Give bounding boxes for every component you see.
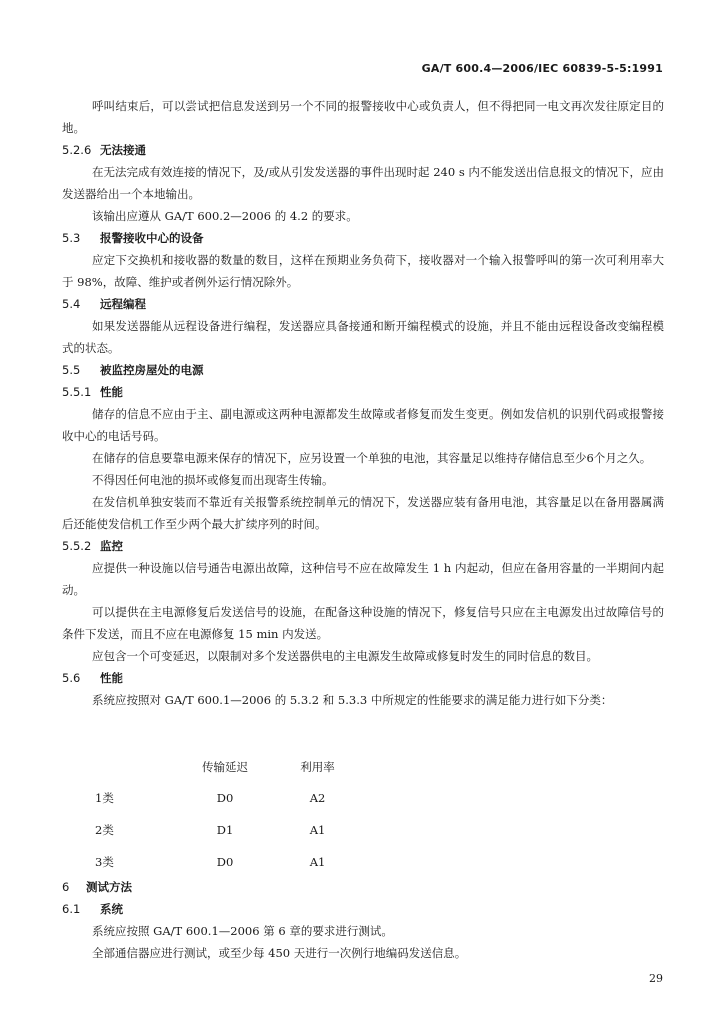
paragraph: 如果发送器能从远程设备进行编程，发送器应具备接通和断开编程模式的设施，并且不能由远程设备改变编程模式的状态。: [62, 319, 664, 355]
section-title: 被监控房屋处的电源: [100, 363, 204, 377]
section-number: 5.2.6: [62, 143, 92, 157]
table-cell: D1: [216, 823, 234, 837]
page-number: 29: [649, 972, 663, 985]
paragraph: 在储存的信息要靠电源来保存的情况下，应另设置一个单独的电池，其容量足以维持存储信息至少6个月之久。: [92, 451, 652, 465]
table-cell: 2类: [95, 823, 114, 837]
table-cell: A2: [309, 791, 326, 805]
section-heading: [62, 293, 664, 315]
table-row: [95, 846, 355, 878]
paragraph: 在发信机单独安装而不靠近有关报警系统控制单元的情况下，发送器应装有备用电池，其容量足以在备用器属满后还能使发信机工作至少两个最大扩续序列的时间。: [62, 495, 664, 531]
section-title: 监控: [100, 539, 123, 553]
paragraph: 可以提供在主电源修复后发送信号的设施，在配备这种设施的情况下，修复信号只应在主电源发出过故障信号的条件下发送，而且不应在电源修复 15 min 内发送。: [62, 605, 664, 641]
section-heading: [62, 227, 664, 249]
section-number: 6: [62, 880, 70, 894]
paragraph: 全部通信器应进行测试，或至少每 450 天进行一次例行地编码发送信息。: [92, 946, 467, 960]
section-number: 5.5.2: [62, 539, 92, 553]
section-title: 无法接通: [100, 143, 146, 157]
table-cell: 3类: [95, 855, 114, 869]
paragraph: 在无法完成有效连接的情况下，及/或从引发发送器的事件出现时起 240 s 内不能发送出信息报文的情况下，应由发送器给出一个本地输出。: [62, 165, 664, 201]
body-text-section-5: [62, 95, 664, 711]
table-header-cell: 传输延迟: [202, 760, 248, 774]
table-header-row: [95, 752, 355, 782]
paragraph: 系统应按照 GA/T 600.1—2006 第 6 章的要求进行测试。: [92, 924, 393, 938]
section-heading: [62, 898, 664, 920]
paragraph: 系统应按照对 GA/T 600.1—2006 的 5.3.2 和 5.3.3 中所规定的性能要求的满足能力进行如下分类：: [92, 693, 613, 707]
section-number: 5.6: [62, 671, 81, 685]
section-title: 性能: [100, 385, 123, 399]
section-title: 系统: [100, 902, 123, 916]
table-cell: D0: [216, 855, 234, 869]
table-header-cell: 利用率: [300, 760, 335, 774]
table-cell: 1类: [95, 791, 114, 805]
paragraph: 应定下交换机和接收器的数量的数目，这样在预期业务负荷下，接收器对一个输入报警呼叫的第一次可利用率大于 98%，故障、维护或者例外运行情况除外。: [62, 253, 664, 289]
paragraph: 不得因任何电池的损坏或修复而出现寄生传输。: [92, 473, 334, 487]
paragraph: 储存的信息不应由于主、副电源或这两种电源都发生故障或者修复而发生变更。例如发信机的识别代码或报警接收中心的电话号码。: [62, 407, 664, 443]
table-cell: A1: [309, 855, 326, 869]
table-row: [95, 782, 355, 814]
performance-class-table: [95, 752, 355, 878]
section-number: 5.3: [62, 231, 81, 245]
table-cell: D0: [216, 791, 234, 805]
section-title: 报警接收中心的设备: [100, 231, 204, 245]
section-title: 性能: [100, 671, 123, 685]
body-text-section-6: [62, 876, 664, 964]
section-heading: [62, 359, 664, 381]
section-heading: [62, 139, 664, 161]
section-heading: [62, 667, 664, 689]
section-number: 5.5.1: [62, 385, 92, 399]
section-heading: [62, 535, 664, 557]
section-heading: [62, 381, 664, 403]
section-number: 5.4: [62, 297, 81, 311]
section-title: 远程编程: [100, 297, 146, 311]
paragraph: 应提供一种设施以信号通告电源出故障，这种信号不应在故障发生 1 h 内起动，但应在备用容量的一半期间内起动。: [62, 561, 664, 597]
standard-header: GA/T 600.4—2006/IEC 60839-5-5:1991: [421, 62, 663, 75]
section-heading: [62, 876, 664, 898]
paragraph: 该输出应遵从 GA/T 600.2—2006 的 4.2 的要求。: [92, 209, 358, 223]
paragraph: 呼叫结束后，可以尝试把信息发送到另一个不同的报警接收中心或负责人，但不得把同一电文再次发往原定目的地。: [62, 99, 664, 135]
table-row: [95, 814, 355, 846]
table-cell: A1: [309, 823, 326, 837]
section-number: 6.1: [62, 902, 81, 916]
section-title: 测试方法: [86, 880, 132, 894]
section-number: 5.5: [62, 363, 81, 377]
paragraph: 应包含一个可变延迟，以限制对多个发送器供电的主电源发生故障或修复时发生的同时信息的数目。: [92, 649, 598, 663]
